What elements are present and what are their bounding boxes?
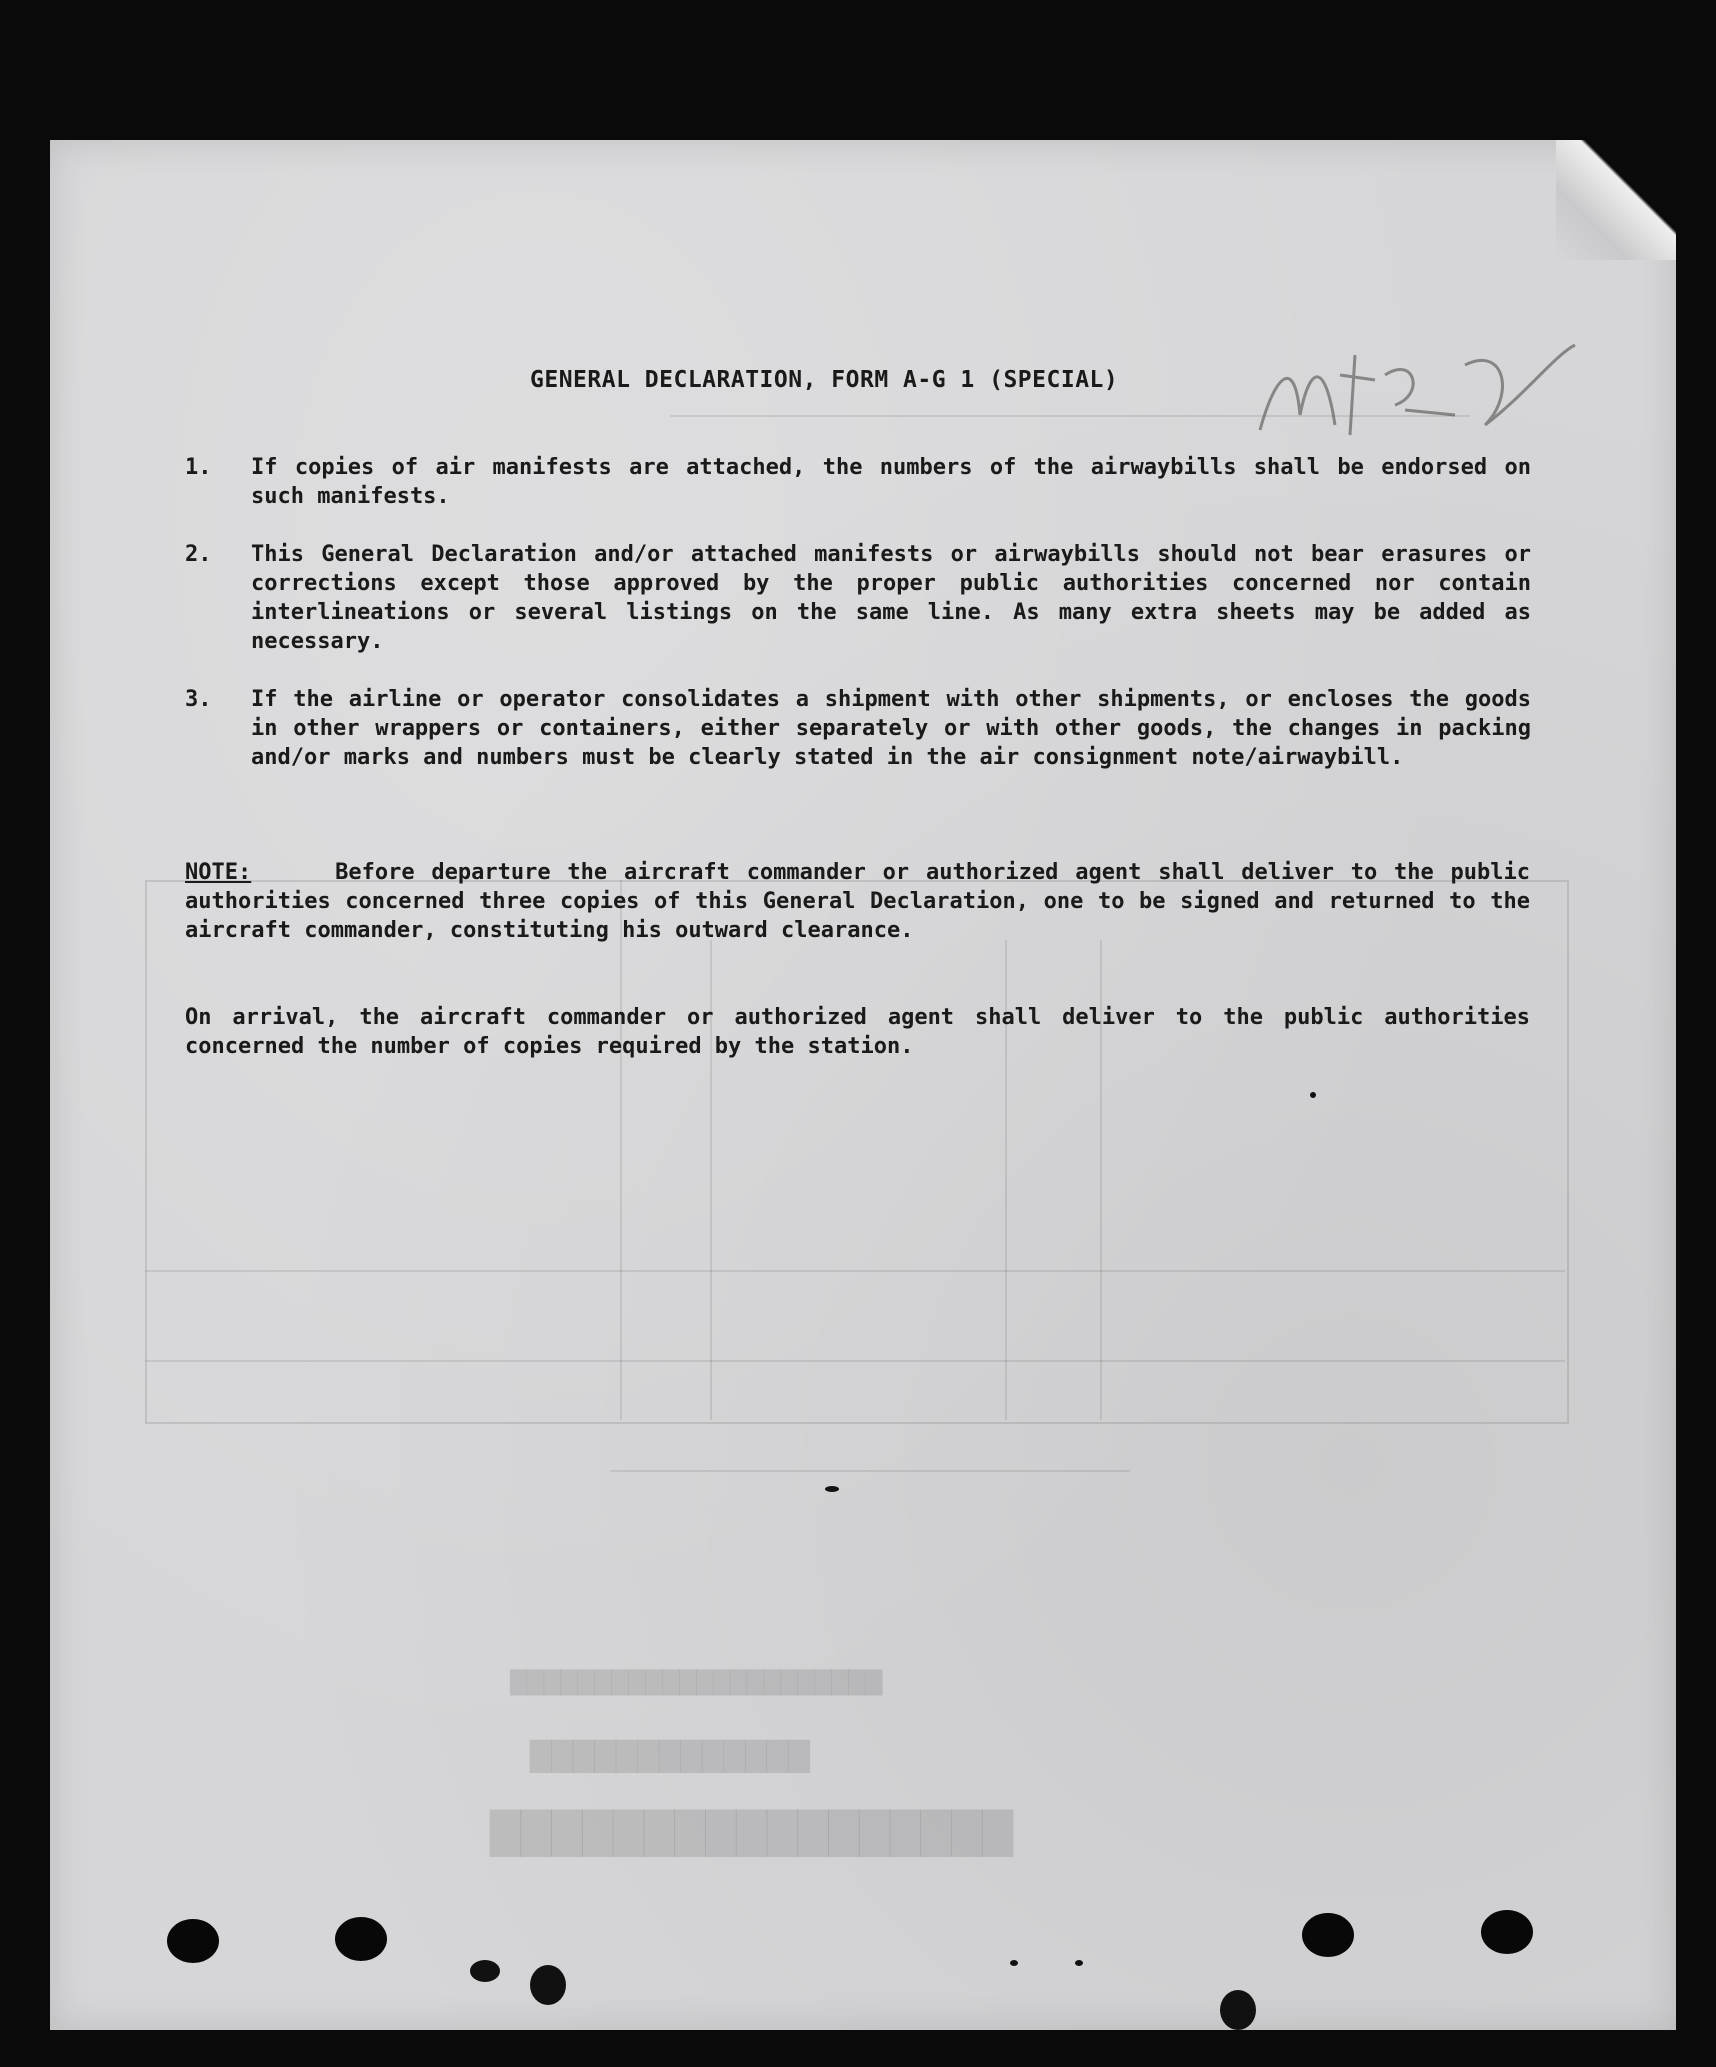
note-paragraph	[185, 858, 1530, 945]
list-item-number: 3.	[185, 687, 212, 712]
bleed-through-line-text: ██████████████████████	[510, 1670, 883, 1696]
arrival-paragraph: On arrival, the aircraft commander or authorized agent shall deliver to the public authorities concerned the number of copies required by the station.	[185, 1005, 1530, 1059]
note-text: Before departure the aircraft commander or authorized agent shall deliver to the public authorities concerned three copies of this General Declaration, one to be signed and returned to the aircraft commander, constituting his outward clearance.	[185, 860, 1530, 943]
list-item-text: This General Declaration and/or attached manifests or airwaybills should not bear erasures or corrections except those approved by the proper public authorities concerned nor contain interlineations or several listings on the same line. As many extra sheets may be added as necessary.	[251, 542, 1531, 654]
paper-damage-mark	[530, 1965, 566, 2005]
bleed-through-heading: █████████████████	[490, 1810, 1013, 1857]
paper-damage-mark	[825, 1486, 839, 1492]
bleed-through-line	[610, 1470, 1130, 1472]
paper-damage-mark	[470, 1960, 500, 1982]
punch-hole	[1481, 1910, 1533, 1954]
paper-damage-mark	[1220, 1990, 1256, 2030]
list-item-number: 1.	[185, 455, 212, 480]
bleed-through-line	[145, 1270, 1565, 1272]
document-title: GENERAL DECLARATION, FORM A-G 1 (SPECIAL)	[530, 367, 1119, 393]
punch-hole	[335, 1917, 387, 1961]
paper-damage-mark	[1310, 1092, 1316, 1098]
paper-damage-mark	[1010, 1960, 1018, 1966]
bleed-through-table	[145, 880, 1569, 1424]
paper-damage-mark	[1075, 1960, 1083, 1966]
list-item-text: If the airline or operator consolidates a shipment with other shipments, or encloses the goods in other wrappers or containers, either separately or with other goods, the changes in packing and/or marks and numbers must be clearly stated in the air consignment note/airwaybill.	[251, 687, 1531, 770]
punch-hole	[167, 1919, 219, 1963]
bleed-through-line	[620, 880, 622, 1420]
list-item-text: If copies of air manifests are attached, the numbers of the airwaybills shall be endorsed on such manifests.	[251, 455, 1531, 509]
list-item-number: 2.	[185, 542, 212, 567]
handwritten-annotation	[1255, 335, 1585, 445]
folded-corner	[1556, 140, 1676, 260]
punch-hole	[1302, 1913, 1354, 1957]
note-label: NOTE:	[185, 860, 252, 885]
bleed-through-subheading: █████████████	[530, 1740, 810, 1773]
bleed-through-line	[145, 1360, 1565, 1362]
